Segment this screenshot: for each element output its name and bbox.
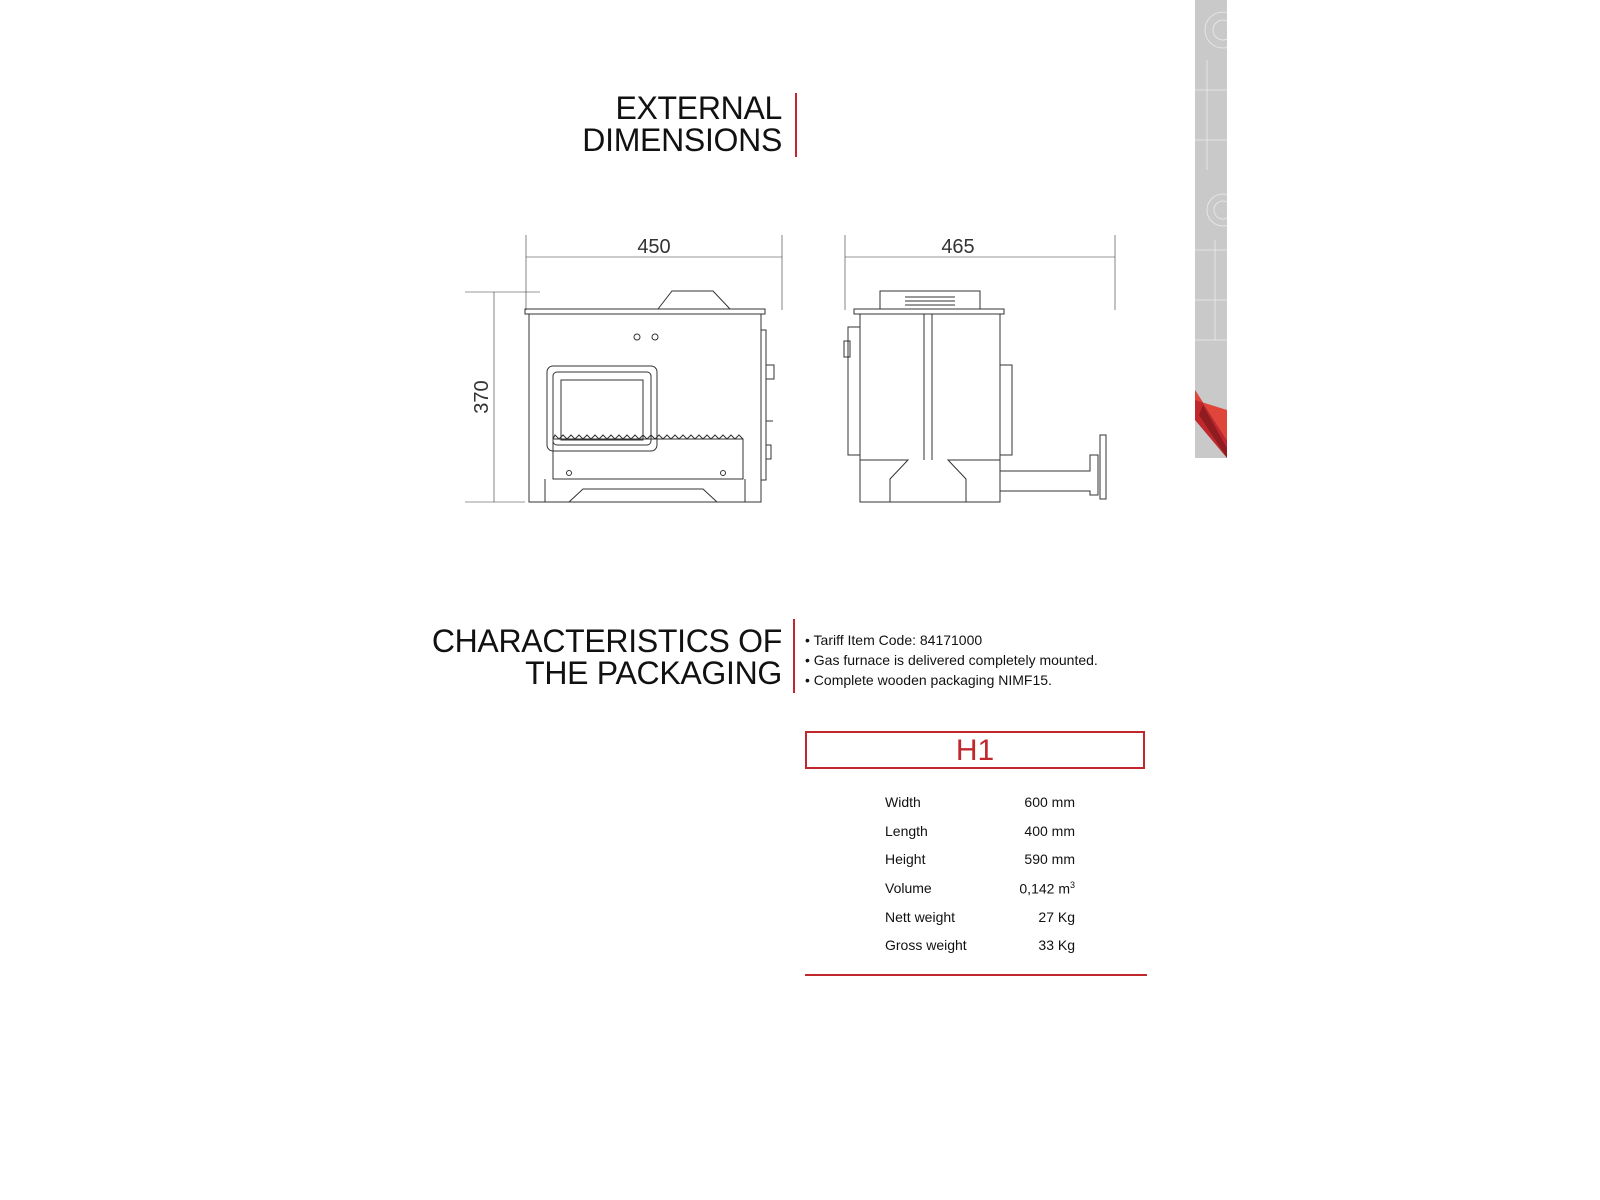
furnace-body (529, 314, 761, 502)
table-row (885, 845, 1075, 874)
table-bottom-rule (805, 974, 1147, 976)
grill-teeth (553, 435, 743, 439)
bracket-clip (844, 341, 850, 357)
rear-plate (1000, 365, 1012, 455)
furnace-door (547, 366, 657, 451)
top-plate (854, 309, 1004, 314)
spec-table (885, 788, 1075, 960)
side-view-drawing (840, 225, 1130, 515)
spec-value: 33 Kg (1038, 937, 1075, 954)
chimney-box (880, 291, 980, 309)
packaging-title (430, 625, 782, 689)
table-row (885, 788, 1075, 817)
screw (567, 471, 572, 476)
spec-value: 400 mm (1024, 822, 1075, 839)
control-knob (766, 445, 771, 459)
screw (634, 334, 640, 340)
height-dimension-label: 370 (471, 380, 493, 414)
bullet-item: • Gas furnace is delivered completely mounted. (805, 652, 1098, 668)
table-row (885, 874, 1075, 903)
spec-label: Height (885, 851, 926, 868)
external-dimensions-title-line1: EXTERNAL (615, 90, 782, 126)
chimney-hood (658, 291, 730, 309)
table-row (885, 931, 1075, 960)
table-row (885, 902, 1075, 931)
control-knob (766, 365, 774, 379)
bullet-item: • Complete wooden packaging NIMF15. (805, 672, 1052, 688)
furnace-body (860, 314, 1000, 502)
model-name-box (805, 731, 1145, 769)
title-accent-rule (793, 619, 795, 693)
spec-label: Length (885, 822, 928, 839)
top-plate (525, 309, 765, 314)
title-accent-rule (795, 93, 797, 157)
external-dimensions-title (520, 92, 782, 156)
spec-value: 600 mm (1024, 794, 1075, 811)
spec-label: Width (885, 794, 921, 811)
door-inner-frame (553, 372, 651, 445)
spec-value: 27 Kg (1038, 908, 1075, 925)
external-dimensions-title-line2: DIMENSIONS (582, 122, 782, 158)
table-row (885, 817, 1075, 846)
spec-label: Gross weight (885, 937, 967, 954)
volume-value: 0,142 m (1019, 880, 1070, 897)
door-window (561, 380, 643, 440)
bullet-item: • Tariff Item Code: 84171000 (805, 632, 983, 648)
screw (652, 334, 658, 340)
screw (721, 471, 726, 476)
packaging-bullets (805, 630, 1098, 690)
side-panel (761, 330, 766, 480)
front-view-drawing (465, 225, 795, 515)
depth-dimension-label: 465 (941, 236, 975, 258)
spec-label: Volume (885, 880, 932, 897)
handle-end-plate (1100, 435, 1106, 499)
packaging-title-line1: CHARACTERISTICS OF (431, 623, 782, 659)
base-legs (545, 479, 745, 502)
base-legs (860, 460, 1000, 502)
spec-value (998, 874, 1075, 903)
spec-value: 590 mm (1024, 851, 1075, 868)
model-name: H1 (955, 734, 995, 767)
spec-label: Nett weight (885, 908, 956, 925)
volume-unit-exponent: 3 (1069, 879, 1075, 890)
rear-handle (1000, 455, 1098, 495)
technical-drawing-strip-icon (1195, 0, 1227, 458)
packaging-title-line2: THE PACKAGING (525, 655, 782, 691)
width-dimension-label: 450 (637, 236, 671, 258)
